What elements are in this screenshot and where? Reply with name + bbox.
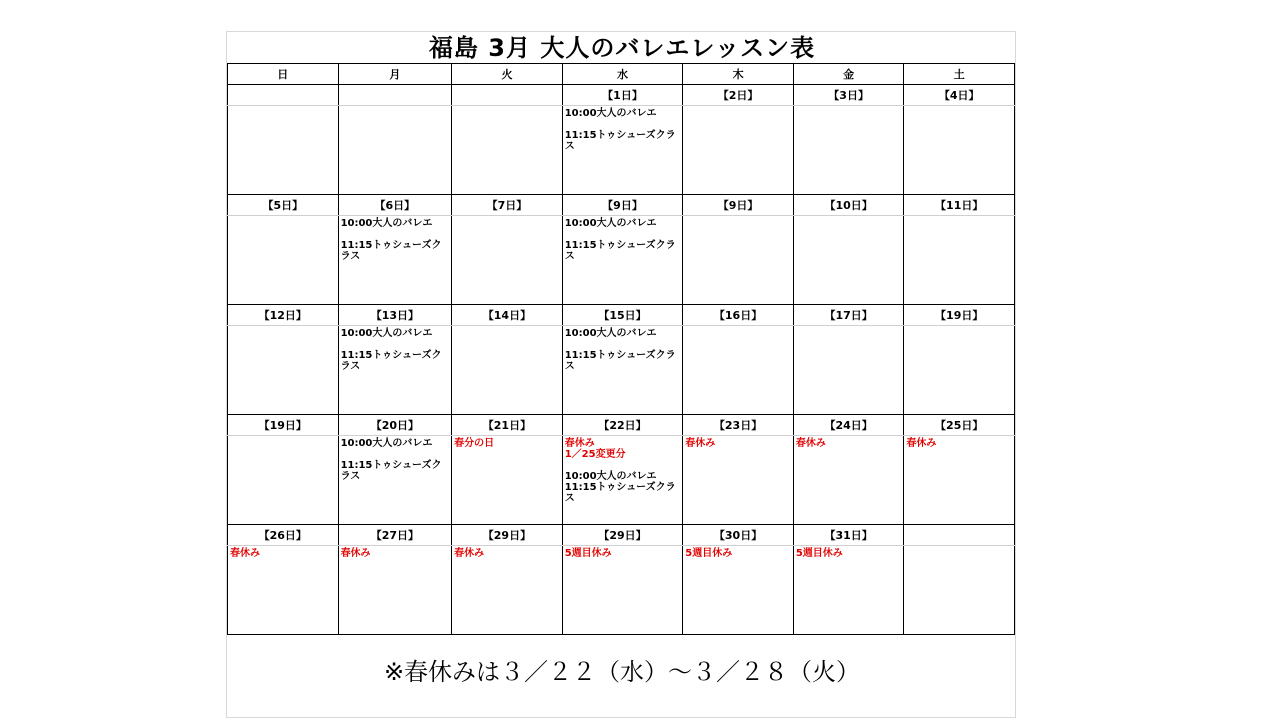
day-number: 【9日】 — [562, 195, 683, 216]
holiday-note: 春休み — [795, 438, 826, 449]
day-number — [452, 85, 563, 106]
line-spacer — [341, 229, 450, 240]
day-number: 【2日】 — [683, 85, 794, 106]
holiday-note: 5週目休み — [564, 548, 612, 559]
day-cell — [793, 546, 904, 635]
day-number: 【25日】 — [904, 415, 1015, 436]
week-2-date-row — [228, 195, 1015, 216]
day-cell — [452, 326, 563, 415]
day-cell — [338, 326, 452, 415]
day-number: 【29日】 — [562, 525, 683, 546]
day-cell — [562, 546, 683, 635]
line-spacer — [565, 460, 681, 471]
lesson-entry: 11:15トゥシューズクラス — [564, 482, 676, 504]
day-cell — [793, 326, 904, 415]
day-number: 【6日】 — [338, 195, 452, 216]
day-number: 【16日】 — [683, 305, 794, 326]
lesson-entry: 11:15トゥシューズクラス — [340, 460, 442, 482]
day-cell — [904, 546, 1015, 635]
holiday-note: 春休み — [906, 438, 937, 449]
day-number: 【26日】 — [228, 525, 339, 546]
day-cell — [793, 216, 904, 305]
holiday-note: 春休み — [230, 548, 260, 559]
day-cell — [683, 326, 794, 415]
lesson-entry: 10:00大人のバレエ — [340, 328, 433, 339]
day-number: 【19日】 — [904, 305, 1015, 326]
weekday-thu: 木 — [683, 64, 794, 85]
week-2-content-row — [228, 216, 1015, 305]
weekday-header-row — [228, 64, 1015, 85]
day-number: 【4日】 — [904, 85, 1015, 106]
day-cell — [228, 106, 339, 195]
day-number — [338, 85, 452, 106]
schedule-sheet — [226, 31, 1016, 718]
day-cell — [228, 546, 339, 635]
lesson-entry: 10:00大人のバレエ — [564, 471, 657, 482]
day-number: 【11日】 — [904, 195, 1015, 216]
day-number: 【14日】 — [452, 305, 563, 326]
day-cell — [452, 546, 563, 635]
holiday-note: 1／25変更分 — [564, 449, 626, 460]
holiday-note: 5週目休み — [795, 548, 843, 559]
day-cell — [562, 436, 683, 525]
day-number: 【17日】 — [793, 305, 904, 326]
day-cell — [228, 436, 339, 525]
weekday-fri: 金 — [793, 64, 904, 85]
line-spacer — [341, 449, 450, 460]
week-3-date-row — [228, 305, 1015, 326]
day-cell — [793, 106, 904, 195]
line-spacer — [565, 119, 681, 130]
holiday-note: 春休み — [340, 548, 371, 559]
page-title: 福島 3月 大人のバレエレッスン表 — [428, 34, 816, 62]
lesson-entry: 10:00大人のバレエ — [564, 218, 657, 229]
weekday-tue: 火 — [452, 64, 563, 85]
day-cell — [562, 326, 683, 415]
lesson-entry: 11:15トゥシューズクラス — [564, 350, 676, 372]
day-cell — [338, 106, 452, 195]
day-cell — [228, 216, 339, 305]
day-number: 【7日】 — [452, 195, 563, 216]
calendar-table — [227, 63, 1015, 635]
weekday-wed: 水 — [562, 64, 683, 85]
lesson-entry: 11:15トゥシューズクラス — [340, 240, 442, 262]
holiday-note: 春分の日 — [454, 438, 495, 449]
week-4-content-row — [228, 436, 1015, 525]
day-cell — [793, 436, 904, 525]
day-cell — [338, 436, 452, 525]
day-number: 【3日】 — [793, 85, 904, 106]
day-number: 【1日】 — [562, 85, 683, 106]
day-cell — [228, 326, 339, 415]
day-cell — [562, 106, 683, 195]
day-number: 【13日】 — [338, 305, 452, 326]
line-spacer — [341, 339, 450, 350]
day-cell — [683, 216, 794, 305]
week-1-date-row — [228, 85, 1015, 106]
day-cell — [562, 216, 683, 305]
day-number: 【23日】 — [683, 415, 794, 436]
day-number: 【12日】 — [228, 305, 339, 326]
day-number: 【19日】 — [228, 415, 339, 436]
day-cell — [683, 106, 794, 195]
holiday-note: 春休み — [564, 438, 595, 449]
day-number: 【20日】 — [338, 415, 452, 436]
holiday-note: 春休み — [454, 548, 485, 559]
line-spacer — [565, 229, 681, 240]
day-cell — [338, 546, 452, 635]
lesson-entry: 10:00大人のバレエ — [340, 438, 433, 449]
lesson-entry: 11:15トゥシューズクラス — [564, 130, 676, 152]
day-number: 【29日】 — [452, 525, 563, 546]
day-number: 【31日】 — [793, 525, 904, 546]
weekday-sat: 土 — [904, 64, 1015, 85]
week-1-content-row — [228, 106, 1015, 195]
day-number: 【10日】 — [793, 195, 904, 216]
lesson-entry: 10:00大人のバレエ — [340, 218, 433, 229]
week-3-content-row — [228, 326, 1015, 415]
lesson-entry: 10:00大人のバレエ — [564, 108, 657, 119]
week-4-date-row — [228, 415, 1015, 436]
day-cell — [683, 546, 794, 635]
lesson-entry: 10:00大人のバレエ — [564, 328, 657, 339]
day-cell — [904, 326, 1015, 415]
lesson-entry: 11:15トゥシューズクラス — [340, 350, 442, 372]
lesson-entry: 11:15トゥシューズクラス — [564, 240, 676, 262]
day-cell — [904, 106, 1015, 195]
day-cell — [452, 436, 563, 525]
day-cell — [904, 436, 1015, 525]
line-spacer — [565, 339, 681, 350]
day-cell — [904, 216, 1015, 305]
holiday-note: 春休み — [685, 438, 716, 449]
day-cell — [452, 216, 563, 305]
weekday-sun: 日 — [228, 64, 339, 85]
day-number: 【22日】 — [562, 415, 683, 436]
holiday-note: 5週目休み — [685, 548, 733, 559]
day-number: 【9日】 — [683, 195, 794, 216]
day-number: 【24日】 — [793, 415, 904, 436]
week-5-content-row — [228, 546, 1015, 635]
day-number: 【30日】 — [683, 525, 794, 546]
weekday-mon: 月 — [338, 64, 452, 85]
week-5-date-row — [228, 525, 1015, 546]
day-number — [904, 525, 1015, 546]
day-cell — [452, 106, 563, 195]
day-number: 【5日】 — [228, 195, 339, 216]
day-cell — [683, 436, 794, 525]
spring-break-note: ※春休みは３／２２（水）～３／２８（火） — [383, 658, 861, 686]
day-number: 【15日】 — [562, 305, 683, 326]
day-number: 【21日】 — [452, 415, 563, 436]
day-number — [228, 85, 339, 106]
day-cell — [338, 216, 452, 305]
day-number: 【27日】 — [338, 525, 452, 546]
